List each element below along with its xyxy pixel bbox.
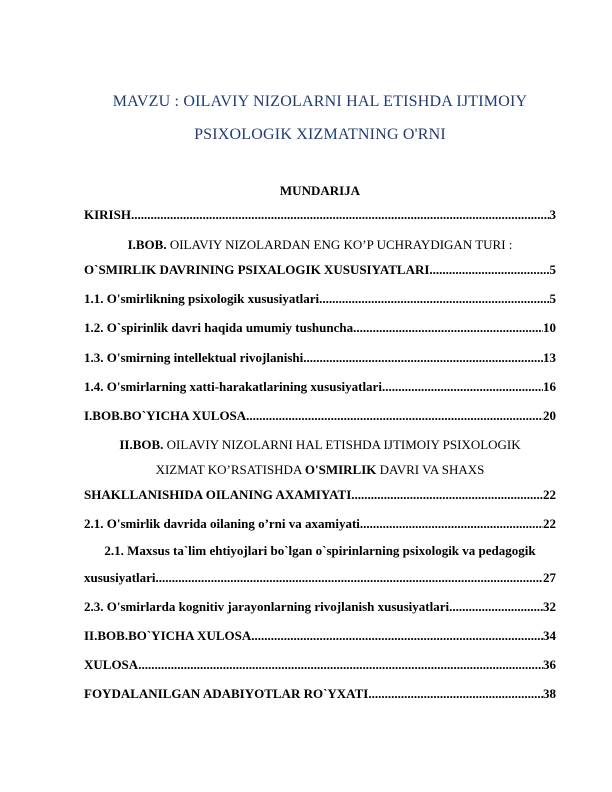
toc-leader-dots — [138, 657, 543, 673]
chapter-2-label: II.BOB. — [119, 437, 164, 452]
title-line-1: MAVZU : OILAVIY NIZOLARNI HAL ETISHDA IJTIMOIY — [112, 93, 528, 110]
toc-leader-dots — [368, 686, 543, 702]
toc-leader-dots — [382, 379, 543, 395]
toc-entry-1-4[interactable] — [84, 379, 556, 397]
toc-entry-page: 20 — [543, 408, 556, 423]
toc-entry-1-3[interactable] — [84, 350, 556, 368]
toc-entry-chapter-2-summary[interactable] — [84, 628, 556, 646]
toc-entry-page: 22 — [543, 487, 556, 502]
toc-leader-dots — [429, 262, 549, 278]
toc-entry-label: 1.3. O'smirning intellektual rivojlanishi — [84, 350, 304, 365]
toc-entry-page: 5 — [549, 291, 556, 306]
chapter-2-heading-line-2 — [84, 462, 556, 478]
toc-heading: MUNDARIJA — [279, 183, 361, 198]
toc-entry-references[interactable] — [84, 686, 556, 704]
toc-entry-page: 32 — [543, 599, 556, 614]
toc-leader-dots — [360, 516, 543, 532]
toc-entry-kirish[interactable] — [84, 207, 556, 225]
toc-entry-chapter-1-summary[interactable] — [84, 408, 556, 426]
toc-entry-label: 1.1. O'smirlikning psixologik xususiyatlari — [84, 291, 320, 306]
toc-leader-dots — [449, 599, 543, 615]
toc-entry-chapter-2[interactable] — [84, 487, 556, 505]
toc-entry-label: SHAKLLANISHIDA OILANING AXAMIYATI — [84, 487, 352, 502]
toc-entry-page: 3 — [549, 207, 556, 222]
toc-entry-label: II.BOB.BO`YICHA XULOSA — [84, 628, 252, 643]
toc-entry-page: 38 — [543, 686, 556, 701]
toc-entry-2-3[interactable] — [84, 599, 556, 617]
toc-entry-label: O`SMIRLIK DAVRINING PSIXALOGIK XUSUSIYATLARI — [84, 262, 430, 277]
toc-entry-label: XULOSA — [84, 657, 139, 672]
toc-entry-1-1[interactable] — [84, 291, 556, 309]
toc-entry-page: 36 — [543, 657, 556, 672]
toc-entry-page: 10 — [543, 320, 556, 335]
toc-leader-dots — [251, 628, 543, 644]
toc-entry-page: 5 — [549, 262, 556, 277]
toc-entry-xulosa[interactable] — [84, 657, 556, 675]
toc-entry-1-2[interactable] — [84, 320, 556, 338]
toc-entry-page: 22 — [543, 516, 556, 531]
toc-leader-dots — [353, 320, 543, 336]
toc-leader-dots — [156, 570, 543, 586]
chapter-2-title-bold: O'SMIRLIK — [304, 462, 377, 477]
toc-entry-label: xususiyatlari — [84, 570, 156, 585]
toc-entry-label: KIRISH — [84, 207, 131, 222]
chapter-2-title-part: DAVRI VA SHAXS — [376, 462, 485, 477]
chapter-1-heading[interactable] — [84, 237, 556, 253]
toc-entry-label: 1.4. O'smirlarning xatti-harakatlarining xususiyatlari — [84, 379, 382, 394]
toc-leader-dots — [303, 350, 543, 366]
chapter-1-title: OILAVIY NIZOLARDAN ENG KO’P UCHRAYDIGAN TURI : — [166, 237, 513, 252]
toc-entry-2-1[interactable] — [84, 516, 556, 534]
chapter-2-title: OILAVIY NIZOLARNI HAL ETISHDA IJTIMOIY PSIXOLOGIK — [163, 437, 521, 452]
toc-leader-dots — [351, 487, 543, 503]
toc-entry-label: FOYDALANILGAN ADABIYOTLAR RO`YXATI — [84, 686, 369, 701]
chapter-1-label: I.BOB. — [127, 237, 167, 252]
toc-entry-label: 2.1. O'smirlik davrida oilaning o’rni va axamiyati — [84, 516, 360, 531]
title-line-2: PSIXOLOGIK XIZMATNING O'RNI — [194, 126, 446, 143]
toc-entry-2-2[interactable] — [84, 570, 556, 588]
toc-entry-chapter-1[interactable] — [84, 262, 556, 280]
toc-entry-page: 13 — [543, 350, 556, 365]
toc-entry-2-2-line-1[interactable]: 2.1. Maxsus ta`lim ehtiyojlari bo`lgan o`spirinlarning psixologik va pedagogik — [104, 543, 536, 558]
toc-leader-dots — [246, 408, 543, 424]
toc-leader-dots — [319, 291, 549, 307]
toc-entry-label: 2.3. O'smirlarda kognitiv jarayonlarning rivojlanish xususiyatlari — [84, 599, 450, 614]
toc-entry-label: 1.2. O`spirinlik davri haqida umumiy tushuncha — [84, 320, 354, 335]
chapter-2-title-part: XIZMAT KO’RSATISHDA — [155, 462, 305, 477]
toc-entry-label: I.BOB.BO`YICHA XULOSA — [84, 408, 247, 423]
toc-entry-page: 16 — [543, 379, 556, 394]
toc-leader-dots — [131, 207, 550, 223]
toc-entry-page: 34 — [543, 628, 556, 643]
toc-entry-page: 27 — [543, 570, 556, 585]
chapter-2-heading[interactable] — [84, 437, 556, 453]
